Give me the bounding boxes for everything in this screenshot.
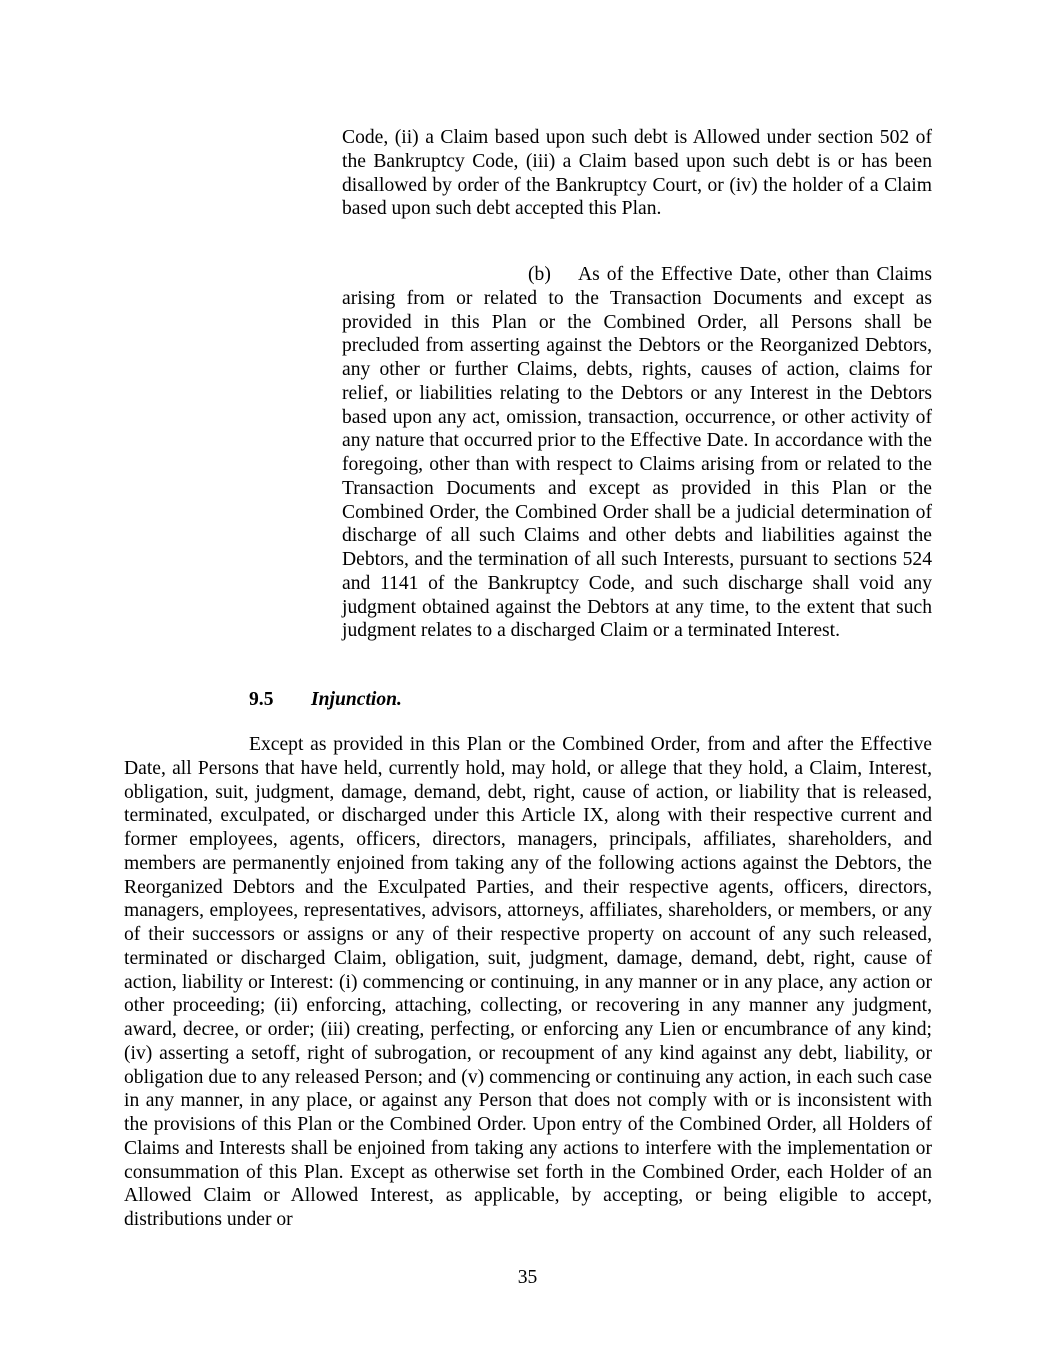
section-title: Injunction. xyxy=(311,689,402,710)
discharge-paragraph xyxy=(342,263,932,643)
section-heading xyxy=(249,688,402,712)
paragraph-marker: (b) xyxy=(528,264,551,285)
injunction-paragraph: Except as provided in this Plan or the Combined Order, from and after the Effective Date, all Persons that have held, currently hold, may hold, or allege that they hold, a Claim, Interest, obligation, suit, judgment, damage, demand, debt, right, cause of action, or liability that is released, terminated, exculpated, or discharged under this Article IX, along with their respective current and former employees, agents, officers, directors, managers, principals, affiliates, shareholders, and members are permanently enjoined from taking any of the following actions against the Debtors, the Reorganized Debtors and the Exculpated Parties, and their respective agents, officers, directors, managers, employees, representatives, advisors, attorneys, affiliates, shareholders, or members, or any of their successors or assigns or any of their respective property on account of any such released, terminated or discharged Claim, obligation, suit, judgment, damage, demand, debt, right, cause of action, liability or Interest: (i) commencing or continuing, in any manner or in any place, any action or other proceeding; (ii) enforcing, attaching, collecting, or recovering in any manner any judgment, award, decree, or order; (iii) creating, perfecting, or enforcing any Lien or encumbrance of any kind; (iv) asserting a setoff, right of subrogation, or recoupment of any kind against any debt, liability, or obligation due to any released Person; and (v) commencing or continuing any action, in each such case in any manner, in any place, or against any Person that does not comply with or is inconsistent with the provisions of this Plan or the Combined Order. Upon entry of the Combined Order, all Holders of Claims and Interests shall be enjoined from taking any actions to interfere with the implementation or consummation of this Plan. Except as otherwise set forth in the Combined Order, each Holder of an Allowed Claim or Allowed Interest, as applicable, by accepting, or being eligible to accept, distributions under or xyxy=(124,734,932,1230)
section-number: 9.5 xyxy=(249,689,274,710)
continuation-paragraph: Code, (ii) a Claim based upon such debt is Allowed under section 502 of the Bankruptcy Code, (iii) a Claim based upon such debt is or has been disallowed by order of the Bankruptcy Court, or (iv) the holder of a Claim based upon such debt accepted this Plan. xyxy=(342,127,932,220)
page-number: 35 xyxy=(517,1267,538,1288)
discharge-paragraph-text: As of the Effective Date, other than Claims arising from or related to the Transaction Documents and except as provided in this Plan or the Combined Order, all Persons shall be precluded from asserting against the Debtors or the Reorganized Debtors, any other or further Claims, debts, rights, causes of action, claims for relief, or liabilities relating to the Debtors or any Interest in the Debtors based upon any act, omission, transaction, occurrence, or other activity of any nature that occurred prior to the Effective Date. In accordance with the foregoing, other than with respect to Claims arising from or related to the Transaction Documents and except as provided in this Plan or the Combined Order, the Combined Order shall be a judicial determination of discharge of all such Claims and other debts and liabilities against the Debtors, and the termination of all such Interests, pursuant to sections 524 and 1141 of the Bankruptcy Code, and such discharge shall void any judgment obtained against the Debtors at any time, to the extent that such judgment relates to a discharged Claim or a terminated Interest. xyxy=(342,264,932,642)
discharge-paragraph-body xyxy=(342,263,932,643)
